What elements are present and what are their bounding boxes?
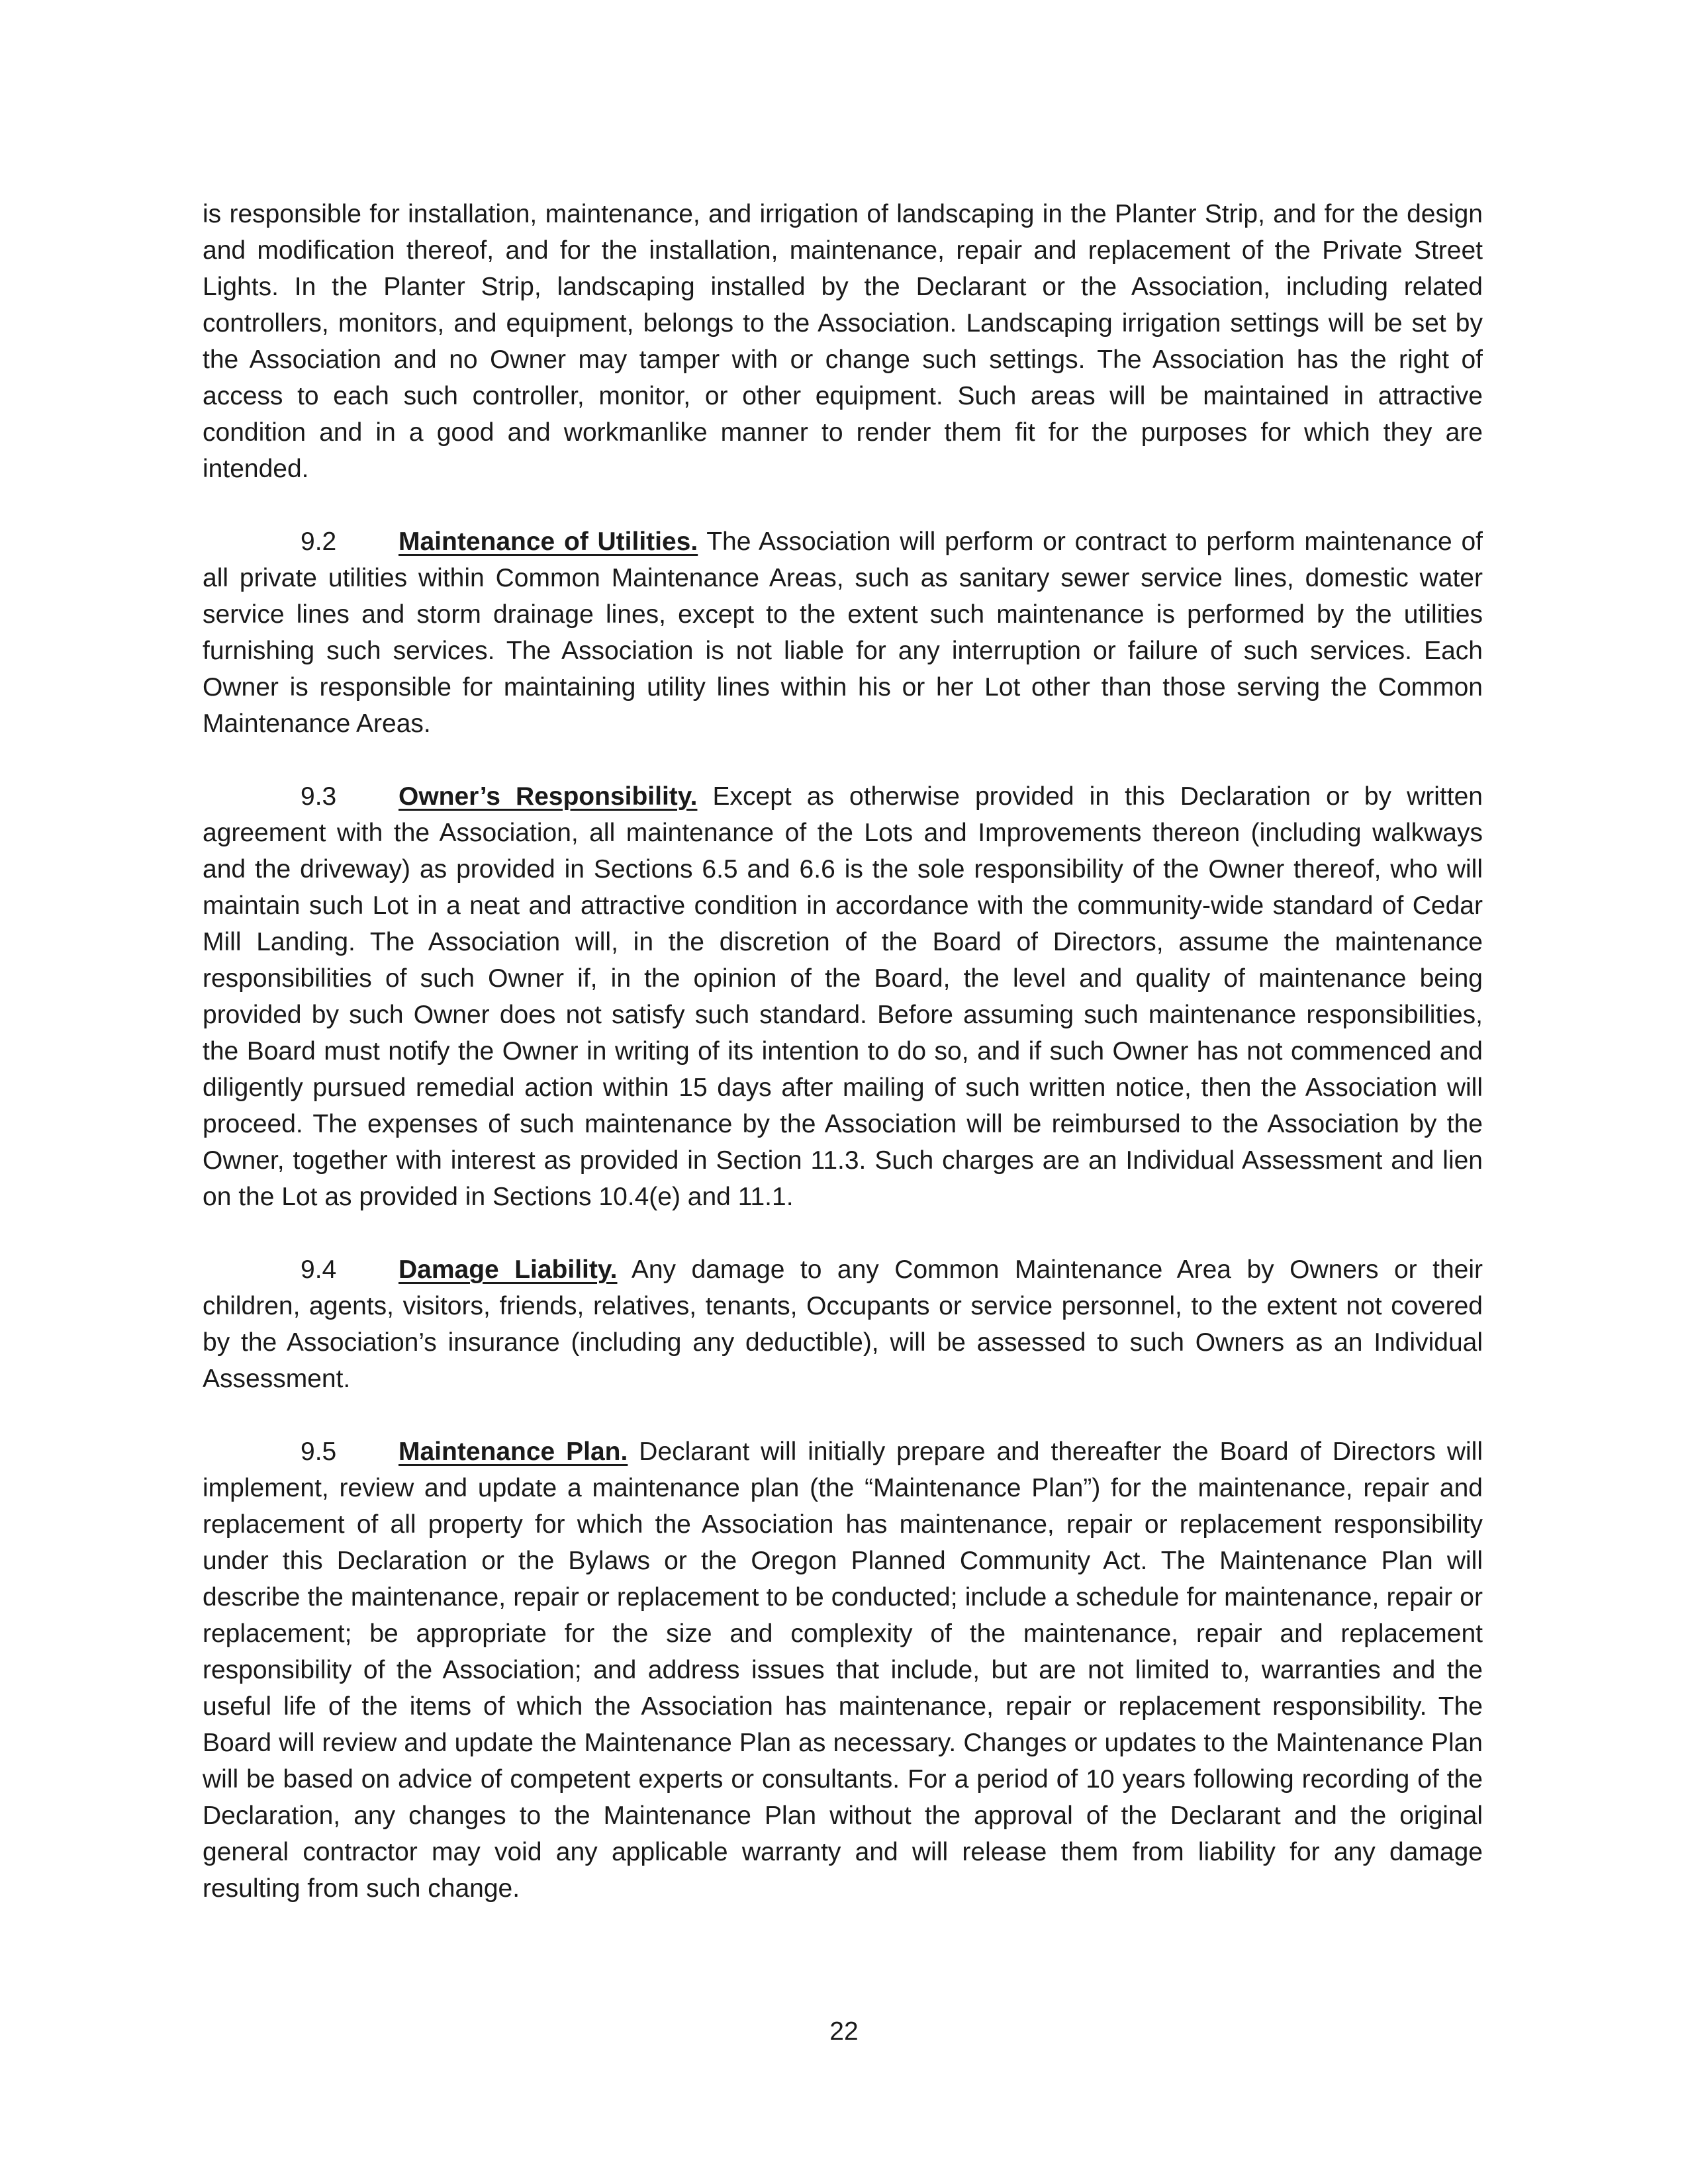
section-body: The Association will perform or contract to perform maintenance of all private utilities within Common Maintenance Areas, such as sanitary sewer service lines, domestic water service lines and storm drainage lines, except to the extent such maintenance is performed by the utilities furnishing such services. The Association is not liable for any interruption or failure of such services. Each Owner is responsible for maintaining utility lines within his or her Lot other than those serving the Common Maintenance Areas.	[203, 527, 1483, 738]
section-number: 9.4	[301, 1255, 337, 1284]
section-9-2	[203, 523, 1483, 742]
section-9-3	[203, 778, 1483, 1215]
continuation-paragraph: is responsible for installation, maintenance, and irrigation of landscaping in the Planter Strip, and for the design and modification thereof, and for the installation, maintenance, repair and replacement of the Private Street Lights. In the Planter Strip, landscaping installed by the Declarant or the Association, including related controllers, monitors, and equipment, belongs to the Association. Landscaping irrigation settings will be set by the Association and no Owner may tamper with or change such settings. The Association has the right of access to each such controller, monitor, or other equipment. Such areas will be maintained in attractive condition and in a good and workmanlike manner to render them fit for the purposes for which they are intended.	[203, 200, 1483, 483]
section-number: 9.3	[301, 782, 337, 811]
section-9-5	[203, 1433, 1483, 1907]
section-body: Except as otherwise provided in this Declaration or by written agreement with the Association, all maintenance of the Lots and Improvements thereon (including walkways and the driveway) as provided in Sections 6.5 and 6.6 is the sole responsibility of the Owner thereof, who will maintain such Lot in a neat and attractive condition in accordance with the community-wide standard of Cedar Mill Landing. The Association will, in the discretion of the Board of Directors, assume the maintenance responsibilities of such Owner if, in the opinion of the Board, the level and quality of maintenance being provided by such Owner does not satisfy such standard. Before assuming such maintenance responsibilities, the Board must notify the Owner in writing of its intention to do so, and if such Owner has not commenced and diligently pursued remedial action within 15 days after mailing of such written notice, then the Association will proceed. The expenses of such maintenance by the Association will be reimbursed to the Association by the Owner, together with interest as provided in Section 11.3. Such charges are an Individual Assessment and lien on the Lot as provided in Sections 10.4(e) and 11.1.	[203, 782, 1483, 1211]
section-body: Declarant will initially prepare and thereafter the Board of Directors will implement, review and update a maintenance plan (the “Maintenance Plan”) for the maintenance, repair and replacement of all property for which the Association has maintenance, repair or replacement responsibility under this Declaration or the Bylaws or the Oregon Planned Community Act. The Maintenance Plan will describe the maintenance, repair or replacement to be conducted; include a schedule for maintenance, repair or replacement; be appropriate for the size and complexity of the maintenance, repair and replacement responsibility of the Association; and address issues that include, but are not limited to, warranties and the useful life of the items of which the Association has maintenance, repair or replacement responsibility. The Board will review and update the Maintenance Plan as necessary. Changes or updates to the Maintenance Plan will be based on advice of competent experts or consultants. For a period of 10 years following recording of the Declaration, any changes to the Maintenance Plan without the approval of the Declarant and the original general contractor may void any applicable warranty and will release them from liability for any damage resulting from such change.	[203, 1437, 1483, 1903]
page-number: 22	[829, 2017, 859, 2046]
section-heading: Damage Liability.	[399, 1255, 618, 1284]
section-body: Any damage to any Common Maintenance Area by Owners or their children, agents, visitors, friends, relatives, tenants, Occupants or service personnel, to the extent not covered by the Association’s insurance (including any deductible), will be assessed to such Owners as an Individual Assessment.	[203, 1255, 1483, 1393]
section-heading: Maintenance of Utilities.	[399, 527, 698, 556]
section-9-4	[203, 1251, 1483, 1397]
section-number: 9.2	[301, 527, 337, 556]
section-number: 9.5	[301, 1437, 337, 1466]
page-body	[203, 196, 1483, 1943]
section-heading: Maintenance Plan.	[399, 1437, 628, 1466]
section-heading: Owner’s Responsibility.	[399, 782, 698, 811]
